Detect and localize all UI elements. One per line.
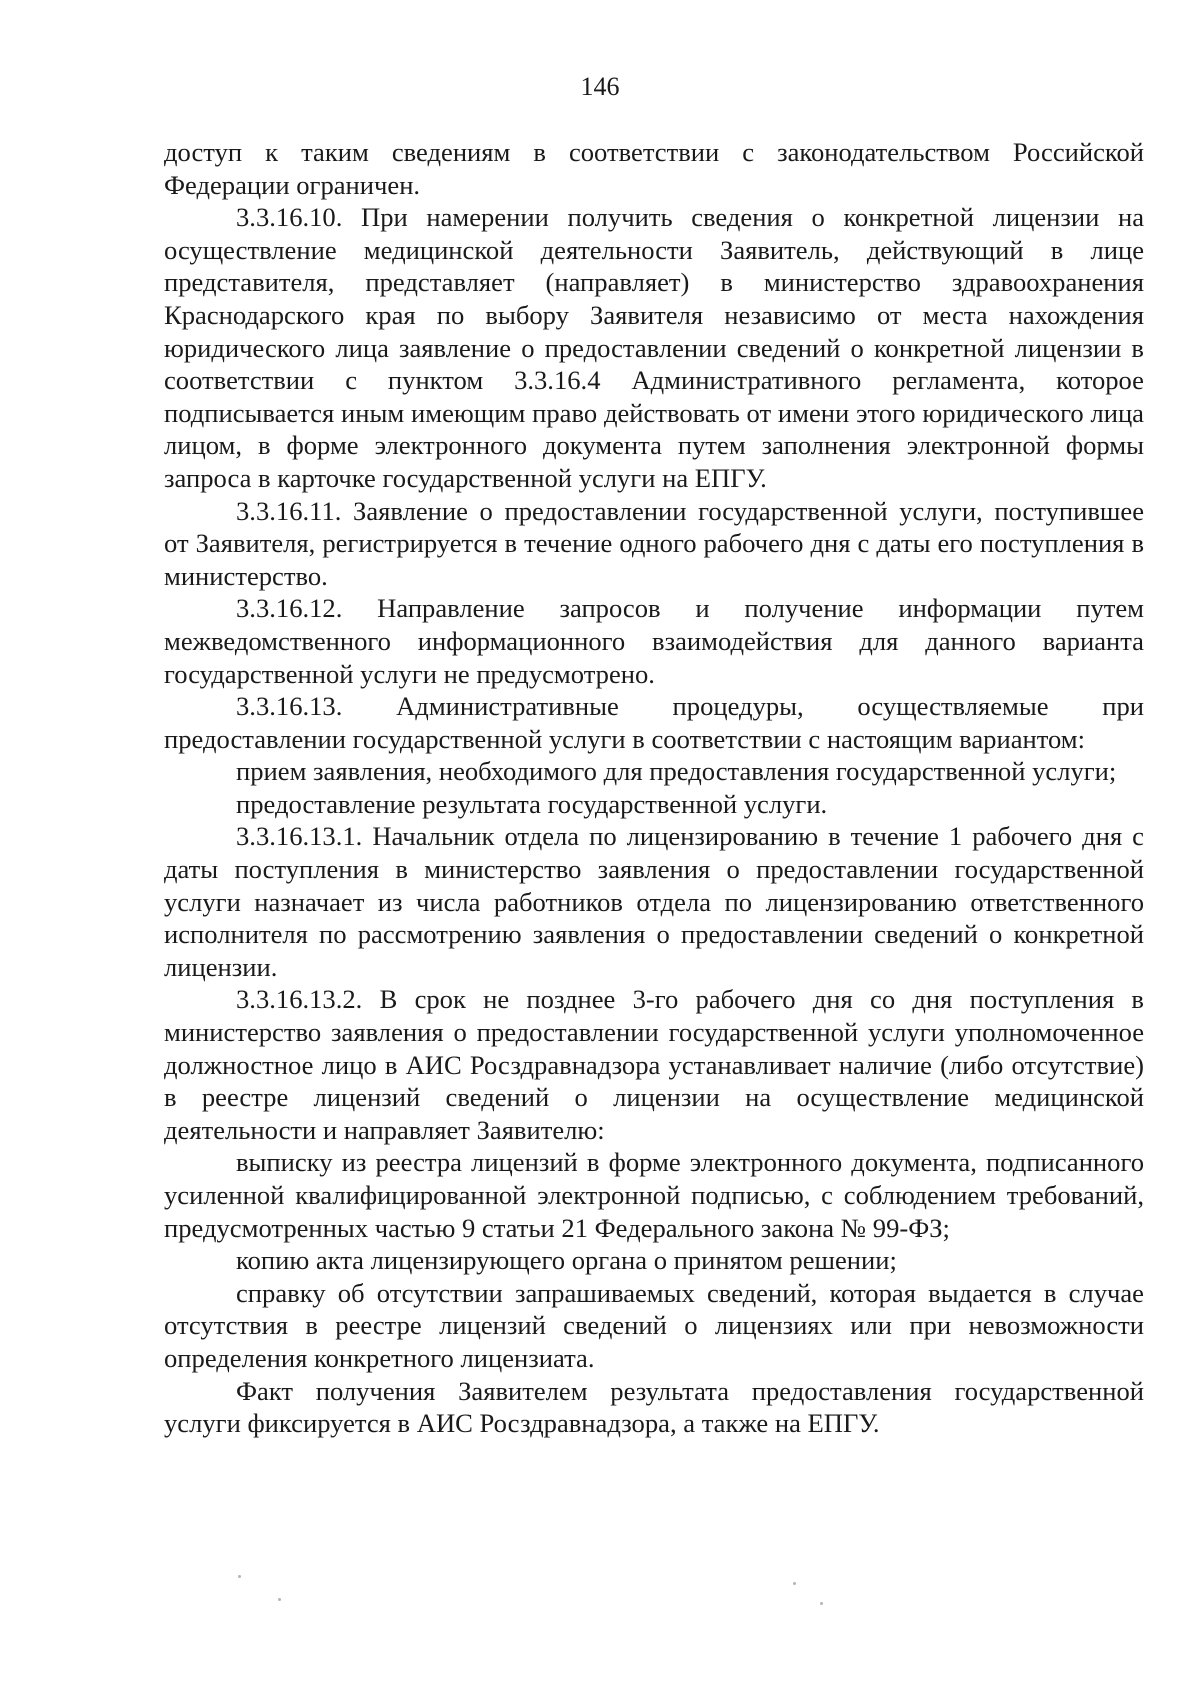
page-number: 146 [580, 72, 620, 101]
document-text [164, 136, 1144, 1440]
paragraph: Факт получения Заявителем результата предоставления государственной услуги фиксируется в АИС Росздравнадзора, а также на ЕПГУ. [164, 1375, 1144, 1439]
paragraph: копию акта лицензирующего органа о принятом решении; [236, 1245, 897, 1276]
paragraph: справку об отсутствии запрашиваемых сведений, которая выдается в случае отсутствия в реестре лицензий сведений о лицензиях или при невозможности определения конкретного лицензиата. [164, 1277, 1144, 1373]
paragraph: предоставление результата государственной услуги. [236, 788, 828, 819]
paragraph: 3.3.16.11. Заявление о предоставлении государственной услуги, поступившее от Заявителя, регистрируется в течение одного рабочего дня с даты его поступления в министерство. [164, 495, 1144, 591]
scan-speck [793, 1582, 796, 1585]
paragraph: выписку из реестра лицензий в форме электронного документа, подписанного усиленной квалифицированной электронной подписью, с соблюдением требований, предусмотренных частью 9 статьи 21 Федерального закона № 99-ФЗ; [164, 1147, 1144, 1243]
paragraph: 3.3.16.13.1. Начальник отдела по лицензированию в течение 1 рабочего дня с даты поступления в министерство заявления о предоставлении государственной услуги назначает из числа работников отдела по лицензированию ответственного исполнителя по рассмотрению заявления о предоставлении сведений о конкретной лицензии. [164, 821, 1144, 982]
paragraph: 3.3.16.10. При намерении получить сведения о конкретной лицензии на осуществление медицинской деятельности Заявитель, действующий в лице представителя, представляет (направляет) в министерство здравоохранения Краснодарского края по выбору Заявителя независимо от места нахождения юридического лица заявление о предоставлении сведений о конкретной лицензии в соответствии с пунктом 3.3.16.4 Административного регламента, которое подписывается иным имеющим право действовать от имени этого юридического лица лицом, в форме электронного документа путем заполнения электронной формы запроса в карточке государственной услуги на ЕПГУ. [164, 202, 1144, 493]
scan-speck [820, 1602, 823, 1605]
paragraph: 3.3.16.13.2. В срок не позднее 3-го рабочего дня со дня поступления в министерство заявления о предоставлении государственной услуги уполномоченное должностное лицо в АИС Росздравнадзора устанавливает наличие (либо отсутствие) в реестре лицензий сведений о лицензии на осуществление медицинской деятельности и направляет Заявителю: [164, 984, 1144, 1145]
paragraph: 3.3.16.12. Направление запросов и получение информации путем межведомственного информационного взаимодействия для данного варианта государственной услуги не предусмотрено. [164, 593, 1144, 689]
paragraph: доступ к таким сведениям в соответствии с законодательством Российской Федерации ограничен. [164, 137, 1144, 200]
scan-speck [278, 1598, 281, 1601]
scan-speck [238, 1575, 241, 1578]
paragraph: прием заявления, необходимого для предоставления государственной услуги; [236, 756, 1117, 787]
paragraph: 3.3.16.13. Административные процедуры, осуществляемые при предоставлении государственной услуги в соответствии с настоящим вариантом: [164, 691, 1144, 754]
